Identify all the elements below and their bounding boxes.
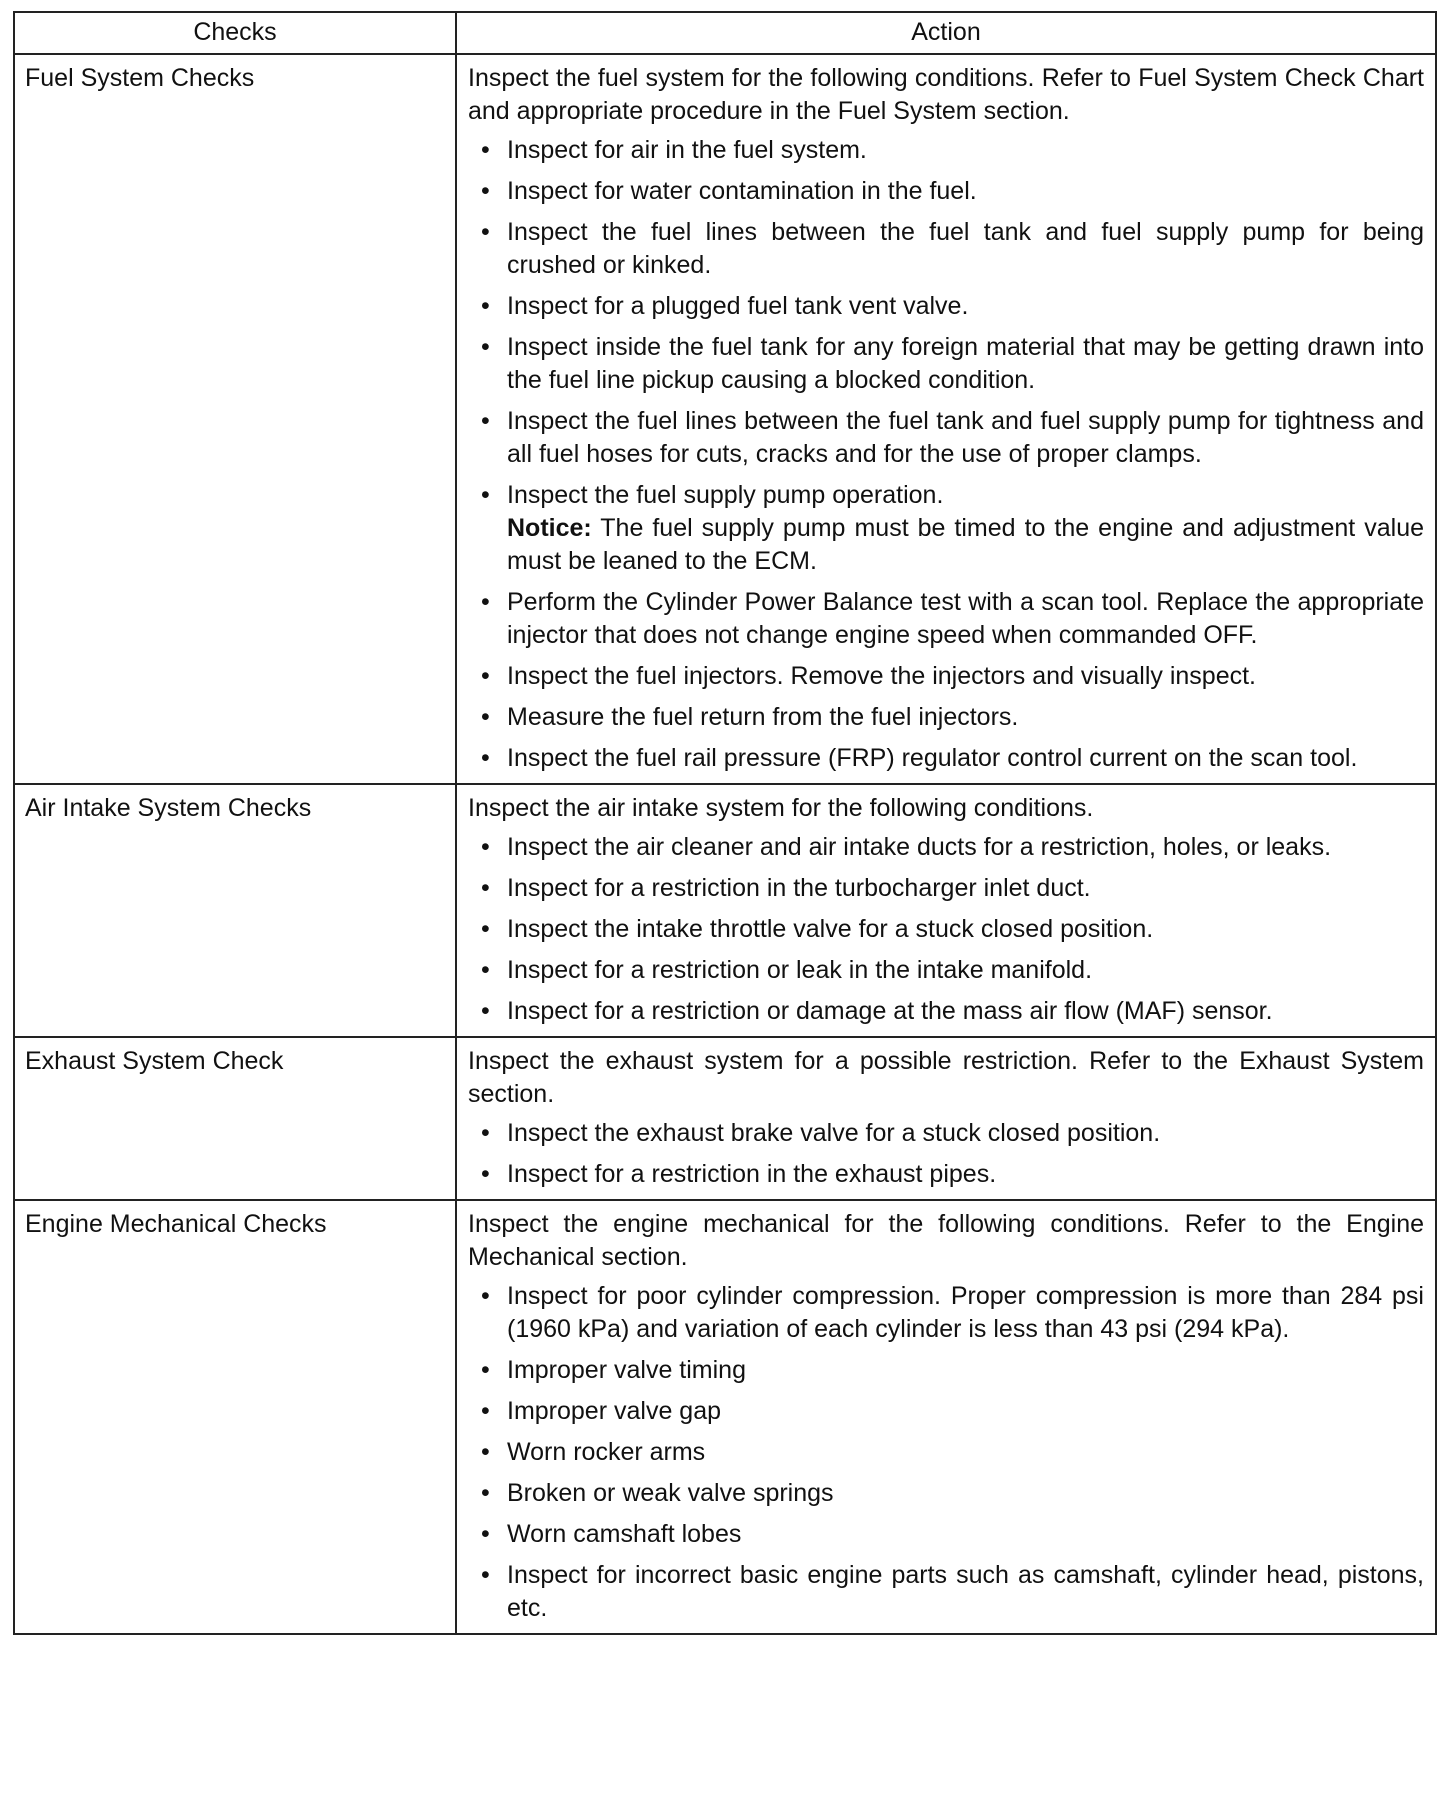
check-cell: Engine Mechanical Checks — [14, 1200, 456, 1634]
list-item-text: Inspect for water contamination in the fuel. — [507, 177, 977, 205]
list-item-text: Inspect the fuel rail pressure (FRP) regulator control current on the scan tool. — [507, 744, 1358, 772]
list-item — [468, 1280, 1424, 1346]
list-item-text: Broken or weak valve springs — [507, 1479, 834, 1507]
action-cell — [456, 54, 1436, 784]
list-item-text: Inspect for air in the fuel system. — [507, 136, 867, 164]
action-list — [468, 1280, 1424, 1625]
bullet-icon: • — [481, 833, 490, 861]
action-cell — [456, 1200, 1436, 1634]
bullet-icon: • — [481, 333, 490, 361]
bullet-icon: • — [481, 1397, 490, 1425]
list-item-text: Inspect the fuel injectors. Remove the injectors and visually inspect. — [507, 662, 1256, 690]
bullet-icon: • — [481, 177, 490, 205]
bullet-icon: • — [481, 1479, 490, 1507]
list-item-text: Inspect for incorrect basic engine parts such as camshaft, cylinder head, pistons, etc. — [507, 1561, 1424, 1622]
bullet-icon: • — [481, 703, 490, 731]
list-item-text: Inspect the exhaust brake valve for a stuck closed position. — [507, 1119, 1161, 1147]
list-item — [468, 701, 1424, 734]
list-item — [468, 290, 1424, 323]
table-row-engine-mechanical — [14, 1200, 1436, 1634]
bullet-icon: • — [481, 1282, 490, 1310]
list-item — [468, 954, 1424, 987]
list-item — [468, 1559, 1424, 1625]
table-row-exhaust — [14, 1037, 1436, 1200]
list-item-text: Inspect the fuel lines between the fuel tank and fuel supply pump for being crushed or kinked. — [507, 218, 1424, 279]
bullet-icon: • — [481, 218, 490, 246]
check-cell: Exhaust System Check — [14, 1037, 456, 1200]
list-item-text: Improper valve timing — [507, 1356, 746, 1384]
list-item — [468, 1518, 1424, 1551]
bullet-icon: • — [481, 481, 490, 509]
list-item — [468, 660, 1424, 693]
list-item — [468, 1158, 1424, 1191]
action-cell — [456, 1037, 1436, 1200]
list-item-text: Inspect the fuel lines between the fuel tank and fuel supply pump for tightness and all fuel hoses for cuts, cracks and for the use of proper clamps. — [507, 407, 1424, 468]
list-item-text: Inspect for a restriction or damage at the mass air flow (MAF) sensor. — [507, 997, 1273, 1025]
bullet-icon: • — [481, 588, 490, 616]
bullet-icon: • — [481, 956, 490, 984]
diagnostic-table-container — [13, 11, 1437, 1635]
list-item — [468, 995, 1424, 1028]
notice-body: The fuel supply pump must be timed to the engine and adjustment value must be leaned to the ECM. — [507, 514, 1424, 575]
list-item-text: Inspect the air cleaner and air intake ducts for a restriction, holes, or leaks. — [507, 833, 1332, 861]
bullet-icon: • — [481, 136, 490, 164]
list-item-text: Worn camshaft lobes — [507, 1520, 742, 1548]
list-item-text: Inspect the intake throttle valve for a stuck closed position. — [507, 915, 1154, 943]
bullet-icon: • — [481, 292, 490, 320]
bullet-icon: • — [481, 1160, 490, 1188]
list-item — [468, 134, 1424, 167]
action-list — [468, 134, 1424, 775]
list-item — [468, 216, 1424, 282]
table-header-row — [14, 12, 1436, 54]
list-item — [468, 479, 1424, 578]
list-item-text: Worn rocker arms — [507, 1438, 706, 1466]
action-intro: Inspect the fuel system for the following conditions. Refer to Fuel System Check Chart and appropriate procedure in the Fuel System section. — [468, 64, 1424, 125]
list-item — [468, 742, 1424, 775]
list-item — [468, 831, 1424, 864]
diagnostic-checks-table — [13, 11, 1437, 1635]
list-item — [468, 872, 1424, 905]
bullet-icon: • — [481, 874, 490, 902]
bullet-icon: • — [481, 1520, 490, 1548]
bullet-icon: • — [481, 1438, 490, 1466]
bullet-icon: • — [481, 915, 490, 943]
header-checks: Checks — [14, 12, 456, 54]
action-cell — [456, 784, 1436, 1037]
table-row-fuel-system — [14, 54, 1436, 784]
notice-text — [507, 512, 1424, 578]
list-item-text: Inspect the fuel supply pump operation. — [507, 481, 944, 509]
header-action: Action — [456, 12, 1436, 54]
table-row-air-intake — [14, 784, 1436, 1037]
bullet-icon: • — [481, 407, 490, 435]
check-cell: Fuel System Checks — [14, 54, 456, 784]
bullet-icon: • — [481, 997, 490, 1025]
action-list — [468, 1117, 1424, 1191]
bullet-icon: • — [481, 1561, 490, 1589]
bullet-icon: • — [481, 662, 490, 690]
notice-label: Notice: — [507, 514, 592, 542]
list-item-text: Inspect for a restriction in the exhaust pipes. — [507, 1160, 997, 1188]
list-item-text: Perform the Cylinder Power Balance test with a scan tool. Replace the appropriate injector that does not change engine speed when commanded OFF. — [507, 588, 1424, 649]
bullet-icon: • — [481, 744, 490, 772]
bullet-icon: • — [481, 1356, 490, 1384]
list-item — [468, 913, 1424, 946]
list-item-text: Inspect for a restriction or leak in the intake manifold. — [507, 956, 1093, 984]
list-item — [468, 1354, 1424, 1387]
bullet-icon: • — [481, 1119, 490, 1147]
list-item-text: Measure the fuel return from the fuel injectors. — [507, 703, 1019, 731]
action-intro: Inspect the engine mechanical for the following conditions. Refer to the Engine Mechanical section. — [468, 1210, 1424, 1271]
list-item — [468, 1436, 1424, 1469]
list-item-text: Improper valve gap — [507, 1397, 722, 1425]
list-item-text: Inspect for a plugged fuel tank vent valve. — [507, 292, 969, 320]
list-item — [468, 405, 1424, 471]
list-item — [468, 1395, 1424, 1428]
action-intro: Inspect the air intake system for the following conditions. — [468, 794, 1094, 822]
list-item — [468, 331, 1424, 397]
list-item-text: Inspect for poor cylinder compression. Proper compression is more than 284 psi (1960 kPa) and variation of each cylinder is less than 43 psi (294 kPa). — [507, 1282, 1424, 1343]
action-intro: Inspect the exhaust system for a possible restriction. Refer to the Exhaust System section. — [468, 1047, 1424, 1108]
action-list — [468, 831, 1424, 1028]
list-item — [468, 1477, 1424, 1510]
list-item — [468, 175, 1424, 208]
list-item-text: Inspect inside the fuel tank for any foreign material that may be getting drawn into the fuel line pickup causing a blocked condition. — [507, 333, 1424, 394]
list-item — [468, 1117, 1424, 1150]
list-item — [468, 586, 1424, 652]
list-item-text: Inspect for a restriction in the turbocharger inlet duct. — [507, 874, 1091, 902]
check-cell: Air Intake System Checks — [14, 784, 456, 1037]
